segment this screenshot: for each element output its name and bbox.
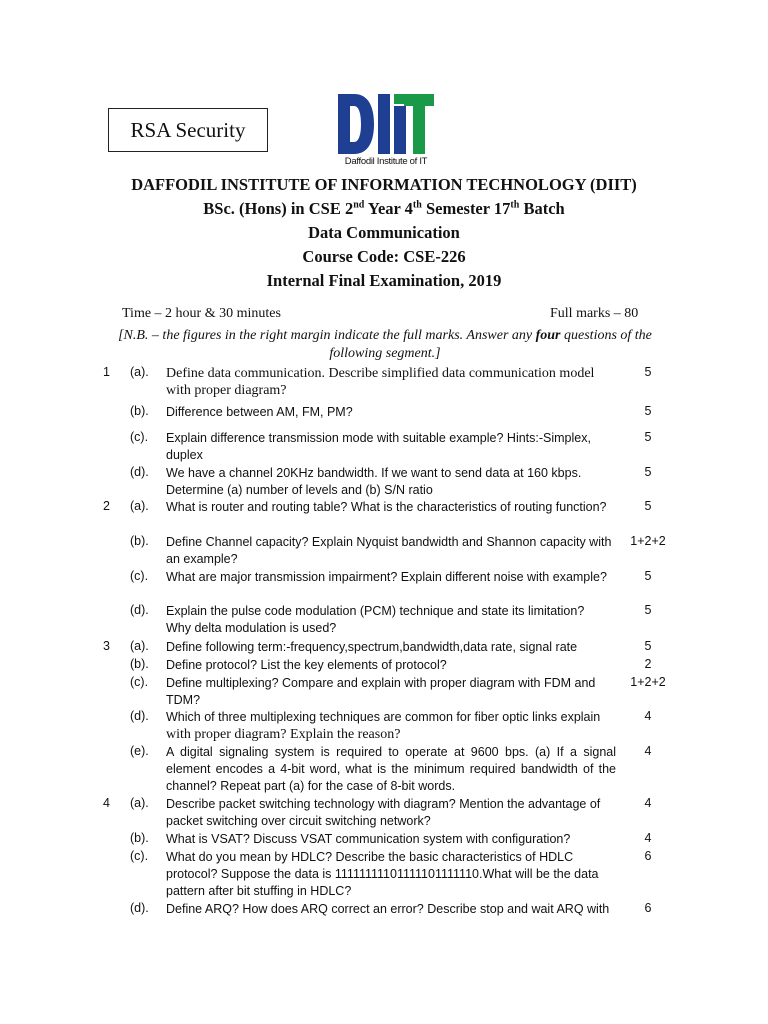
question-text: Define data communication. Describe simplified data communication model with proper diagram? xyxy=(166,366,595,398)
question-marks: 2 xyxy=(644,657,652,671)
question-text-line: Explain the pulse code modulation (PCM) technique and state its limitation? xyxy=(166,604,585,618)
question-part-label: (c). xyxy=(130,675,149,689)
course-title: Data Communication xyxy=(308,223,460,242)
question-number: 4 xyxy=(103,796,110,810)
question-text xyxy=(166,603,616,637)
question-text: What is router and routing table? What is the characteristics of routing function? xyxy=(166,500,607,514)
question-marks: 6 xyxy=(644,849,652,863)
question-text-line: Which of three multiplexing techniques are common for fiber optic links explain xyxy=(166,710,601,724)
instructions-note: [N.B. – the figures in the right margin indicate the full marks. Answer any four questions of the following segment.] xyxy=(118,328,652,361)
diit-logo-graphic xyxy=(336,92,436,156)
question-text: Explain difference transmission mode with suitable example? Hints:-Simplex, duplex xyxy=(166,431,591,462)
question-marks: 5 xyxy=(644,404,652,418)
exam-title: Internal Final Examination, 2019 xyxy=(266,271,502,290)
question-marks: 6 xyxy=(644,901,652,915)
question-text: We have a channel 20KHz bandwidth. If we want to send data at 160 kbps. Determine (a) number of levels and (b) S/N ratio xyxy=(166,466,582,497)
question-text xyxy=(166,709,616,743)
question-text-line: Why delta modulation is used? xyxy=(166,621,337,635)
question-part-label: (b). xyxy=(130,657,149,671)
logo-caption: Daffodil Institute of IT xyxy=(344,156,428,167)
question-part-label: (b). xyxy=(130,534,149,548)
question-part-label: (a). xyxy=(130,796,149,810)
question-part-label: (d). xyxy=(130,603,149,617)
question-part-label: (d). xyxy=(130,465,149,479)
question-part-label: (d). xyxy=(130,901,149,915)
question-marks: 5 xyxy=(644,365,652,379)
exam-time: Time – 2 hour & 30 minutes xyxy=(122,306,281,321)
question-text: Define Channel capacity? Explain Nyquist bandwidth and Shannon capacity with an example? xyxy=(166,535,612,566)
question-marks: 4 xyxy=(644,796,652,810)
question-marks: 1+2+2 xyxy=(630,534,666,548)
question-marks: 5 xyxy=(644,430,652,444)
program-title: BSc. (Hons) in CSE 2nd Year 4th Semester 17th Batch xyxy=(203,199,565,218)
question-marks: 5 xyxy=(644,639,652,653)
question-text: Define ARQ? How does ARQ correct an error? Describe stop and wait ARQ with xyxy=(166,902,610,916)
question-number: 2 xyxy=(103,499,110,513)
diit-logo xyxy=(336,92,436,172)
question-text: Difference between AM, FM, PM? xyxy=(166,405,353,419)
question-text: What is VSAT? Discuss VSAT communication system with configuration? xyxy=(166,832,571,846)
question-text: What do you mean by HDLC? Describe the basic characteristics of HDLC protocol? Suppose the data is 11111111101111101111110.What will be the data pattern after bit stuffing in HDLC? xyxy=(166,850,599,898)
question-text: A digital signaling system is required to operate at 9600 bps. (a) If a signal element encodes a 4-bit word, what is the minimum required bandwidth of the channel? Repeat part (a) for the case of 8-bit words. xyxy=(166,745,616,793)
course-code: Course Code: CSE-226 xyxy=(302,247,466,266)
question-part-label: (c). xyxy=(130,569,149,583)
question-marks: 5 xyxy=(644,465,652,479)
question-part-label: (a). xyxy=(130,365,149,379)
question-marks: 5 xyxy=(644,603,652,617)
question-part-label: (c). xyxy=(130,849,149,863)
question-marks: 1+2+2 xyxy=(630,675,666,689)
question-part-label: (a). xyxy=(130,639,149,653)
question-marks: 4 xyxy=(644,831,652,845)
question-marks: 4 xyxy=(644,744,652,758)
full-marks: Full marks – 80 xyxy=(550,306,639,321)
question-part-label: (c). xyxy=(130,430,149,444)
question-number: 1 xyxy=(103,365,110,379)
question-part-label: (d). xyxy=(130,709,149,723)
question-part-label: (a). xyxy=(130,499,149,513)
question-text-line: with proper diagram? Explain the reason? xyxy=(166,727,401,742)
question-marks: 5 xyxy=(644,499,652,513)
question-text: What are major transmission impairment? Explain different noise with example? xyxy=(166,570,607,584)
question-part-label: (b). xyxy=(130,404,149,418)
question-number: 3 xyxy=(103,639,110,653)
question-text: Define following term:-frequency,spectrum,bandwidth,data rate, signal rate xyxy=(166,640,578,654)
rsa-security-label: RSA Security xyxy=(130,117,246,142)
rsa-security-label-box xyxy=(108,108,268,152)
question-part-label: (b). xyxy=(130,831,149,845)
question-text: Define protocol? List the key elements of protocol? xyxy=(166,658,447,672)
question-marks: 4 xyxy=(644,709,652,723)
question-text: Describe packet switching technology with diagram? Mention the advantage of packet switching over circuit switching network? xyxy=(166,797,601,828)
institute-title: DAFFODIL INSTITUTE OF INFORMATION TECHNOLOGY (DIIT) xyxy=(131,175,637,194)
question-part-label: (e). xyxy=(130,744,149,758)
question-marks: 5 xyxy=(644,569,652,583)
question-text: Define multiplexing? Compare and explain with proper diagram with FDM and TDM? xyxy=(166,676,596,707)
